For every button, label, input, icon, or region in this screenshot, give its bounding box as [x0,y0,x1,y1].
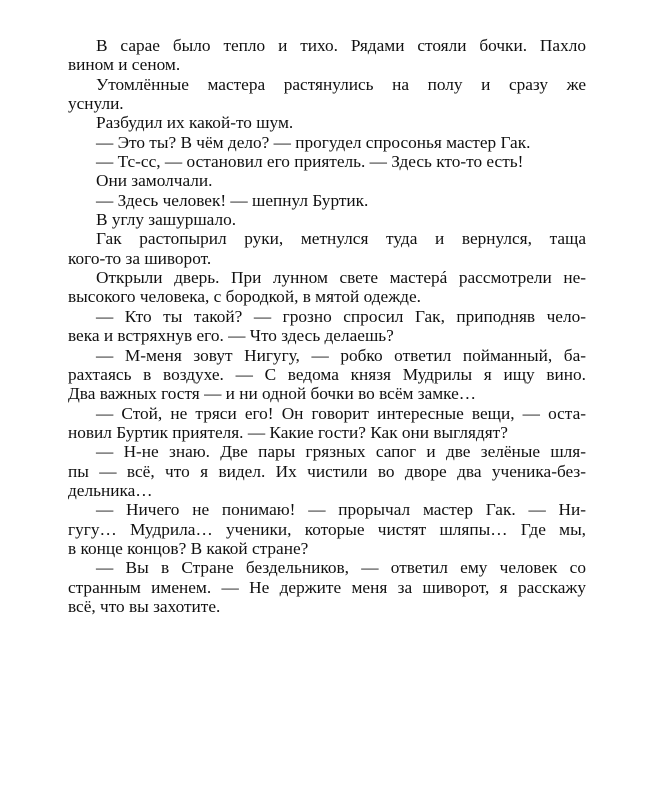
text-line: Утомлённые мастера растянулись на полу и сразу же [96,74,586,94]
text-line: Они замолчали. [96,171,213,191]
text-line: — Вы в Стране бездельников, — ответил ему человек со [96,558,586,578]
text-line: Открыли дверь. При лунном свете мастерá рассмотрели не- [96,268,586,288]
text-line: кого-то за шиворот. [68,248,212,268]
text-line: — Стой, не тряси его! Он говорит интересные вещи, — оста- [96,403,586,423]
text-line: — Это ты? В чём дело? — прогудел спросонья мастер Гак. [96,132,531,152]
text-line: — Кто ты такой? — грозно спросил Гак, приподняв чело- [96,306,586,326]
text-line: странным именем. — Не держите меня за шиворот, я расскажу [68,577,586,597]
text-line: вином и сеном. [68,55,181,75]
text-line: — Тс-сс, — остановил его приятель. — Здесь кто-то есть! [96,152,524,172]
page-text [68,36,586,616]
text-line: — Ничего не понимаю! — прорычал мастер Гак. — Ни- [96,500,586,520]
text-line: высокого человека, с бородкой, в мятой одежде. [68,287,421,307]
text-line: всё, что вы захотите. [68,596,221,616]
text-line: гугу… Мудрила… ученики, которые чистят шляпы… Где мы, [68,519,586,539]
text-line: дельника… [68,480,153,500]
text-line: века и встряхнув его. — Что здесь делаешь? [68,326,394,346]
text-line: уснули. [68,94,124,114]
text-line: Гак растопырил руки, метнулся туда и вернулся, таща [96,229,586,249]
text-line: — Здесь человек! — шепнул Буртик. [96,190,369,210]
text-line: новил Буртик приятеля. — Какие гости? Как они выглядят? [68,422,508,442]
text-line: в конце концов? В какой стране? [68,538,309,558]
text-line: В углу зашуршало. [96,210,237,230]
text-line: — Н-не знаю. Две пары грязных сапог и две зелёные шля- [96,442,586,462]
text-line: — М-меня зовут Нигугу, — робко ответил пойманный, ба- [96,345,586,365]
text-line: В сарае было тепло и тихо. Рядами стояли бочки. Пахло [96,36,586,55]
text-line: рахтаясь в воздухе. — С ведома князя Мудрилы я ищу вино. [68,364,586,384]
text-line: Разбудил их какой-то шум. [96,113,294,133]
text-line: пы — всё, что я видел. Их чистили во дворе два ученика-без- [68,461,586,481]
text-line: Два важных гостя — и ни одной бочки во всём замке… [68,384,477,404]
